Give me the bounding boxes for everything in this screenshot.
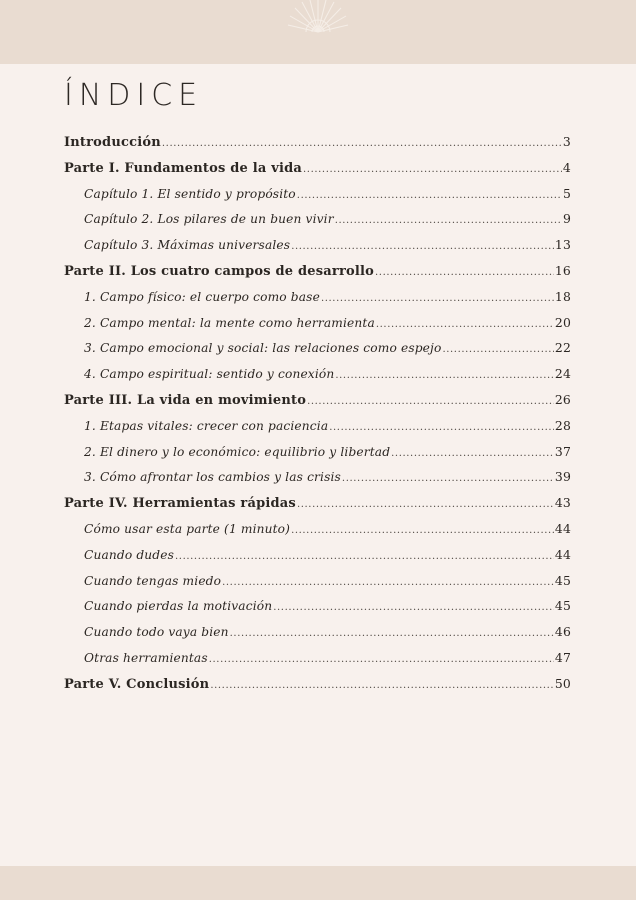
toc-dot-leader [209, 654, 554, 665]
toc-page-number: 5 [562, 185, 571, 201]
toc-page-number: 47 [554, 649, 571, 665]
toc-page-number: 28 [554, 417, 571, 433]
toc-dot-leader [273, 602, 554, 613]
toc-sub-entry[interactable] [64, 650, 571, 676]
toc-page [0, 64, 636, 866]
toc-entry-label: Capítulo 1. El sentido y propósito [84, 186, 296, 201]
toc-dot-leader [335, 370, 554, 381]
toc-page-number: 39 [554, 469, 571, 485]
header-band [0, 0, 636, 64]
toc-page-number: 45 [554, 572, 571, 588]
toc-page-number: 37 [554, 443, 571, 459]
toc-entry-label: 1. Campo físico: el cuerpo como base [84, 289, 320, 304]
toc-dot-leader [175, 551, 554, 562]
toc-dot-leader [442, 344, 553, 355]
toc-part-entry[interactable] [64, 676, 571, 702]
toc-entry-label: 3. Cómo afrontar los cambios y las crisis [84, 470, 341, 485]
toc-page-number: 18 [554, 288, 571, 304]
toc-dot-leader [162, 138, 562, 149]
toc-sub-entry[interactable] [64, 340, 571, 366]
toc-page-number: 26 [554, 391, 571, 407]
toc-sub-entry[interactable] [64, 547, 571, 573]
toc-page-number: 44 [554, 546, 571, 562]
toc-sub-entry[interactable] [64, 573, 571, 599]
toc-dot-leader [391, 448, 554, 459]
toc-dot-leader [297, 499, 554, 510]
toc-list [64, 134, 571, 702]
toc-sub-entry[interactable] [64, 418, 571, 444]
toc-sub-entry[interactable] [64, 315, 571, 341]
toc-sub-entry[interactable] [64, 521, 571, 547]
toc-part-entry[interactable] [64, 495, 571, 521]
toc-entry-label: Capítulo 2. Los pilares de un buen vivir [84, 212, 334, 227]
toc-page-number: 4 [562, 159, 571, 175]
toc-dot-leader [375, 267, 554, 278]
toc-sub-entry[interactable] [64, 598, 571, 624]
toc-page-number: 22 [554, 340, 571, 356]
toc-entry-label: Cómo usar esta parte (1 minuto) [84, 521, 291, 536]
toc-entry-label: Parte III. La vida en movimiento [64, 392, 307, 408]
toc-dot-leader [222, 577, 554, 588]
toc-page-number: 50 [554, 675, 571, 691]
page-title: ÍNDICE [64, 78, 204, 113]
toc-sub-entry[interactable] [64, 366, 571, 392]
toc-dot-leader [329, 422, 554, 433]
toc-entry-label: Cuando dudes [84, 547, 175, 562]
toc-entry-label: 4. Campo espiritual: sentido y conexión [84, 367, 335, 382]
toc-page-number: 43 [554, 495, 571, 511]
footer-band [0, 866, 636, 900]
toc-entry-label: 3. Campo emocional y social: las relaciones como espejo [84, 341, 442, 356]
toc-sub-entry[interactable] [64, 186, 571, 212]
sunburst-icon [286, 0, 350, 40]
toc-entry-label: Cuando todo vaya bien [84, 625, 229, 640]
toc-entry-label: Parte I. Fundamentos de la vida [64, 160, 303, 176]
toc-dot-leader [376, 319, 554, 330]
toc-entry-label: Parte IV. Herramientas rápidas [64, 496, 296, 512]
toc-entry-label: 1. Etapas vitales: crecer con paciencia [84, 418, 329, 433]
toc-dot-leader [303, 164, 562, 175]
toc-dot-leader [342, 473, 554, 484]
toc-page-number: 45 [554, 598, 571, 614]
toc-page-number: 20 [554, 314, 571, 330]
toc-dot-leader [230, 628, 554, 639]
toc-dot-leader [291, 525, 554, 536]
toc-entry-label: 2. El dinero y lo económico: equilibrio y libertad [84, 444, 391, 459]
toc-sub-entry[interactable] [64, 211, 571, 237]
toc-part-entry[interactable] [64, 263, 571, 289]
toc-dot-leader [297, 190, 562, 201]
toc-dot-leader [307, 396, 554, 407]
toc-page-number: 3 [562, 134, 571, 149]
toc-page-number: 9 [562, 211, 571, 227]
toc-entry-label: 2. Campo mental: la mente como herramienta [84, 315, 375, 330]
toc-sub-entry[interactable] [64, 624, 571, 650]
toc-page-number: 13 [554, 237, 571, 253]
toc-sub-entry[interactable] [64, 469, 571, 495]
toc-entry-label: Cuando tengas miedo [84, 573, 222, 588]
toc-dot-leader [210, 680, 554, 691]
toc-entry-label: Introducción [64, 135, 161, 150]
toc-entry-label: Cuando pierdas la motivación [84, 599, 273, 614]
toc-page-number: 24 [554, 366, 571, 382]
toc-page-number: 46 [554, 624, 571, 640]
toc-sub-entry[interactable] [64, 444, 571, 470]
toc-sub-entry[interactable] [64, 289, 571, 315]
toc-part-entry[interactable] [64, 134, 571, 160]
toc-page-number: 16 [554, 262, 571, 278]
toc-page-number: 44 [554, 520, 571, 536]
toc-entry-label: Parte II. Los cuatro campos de desarrollo [64, 263, 375, 279]
toc-entry-label: Capítulo 3. Máximas universales [84, 238, 291, 253]
toc-dot-leader [335, 215, 562, 226]
toc-entry-label: Parte V. Conclusión [64, 676, 210, 692]
toc-part-entry[interactable] [64, 160, 571, 186]
toc-dot-leader [291, 241, 554, 252]
toc-dot-leader [321, 293, 554, 304]
toc-sub-entry[interactable] [64, 237, 571, 263]
toc-entry-label: Otras herramientas [84, 650, 208, 665]
toc-part-entry[interactable] [64, 392, 571, 418]
